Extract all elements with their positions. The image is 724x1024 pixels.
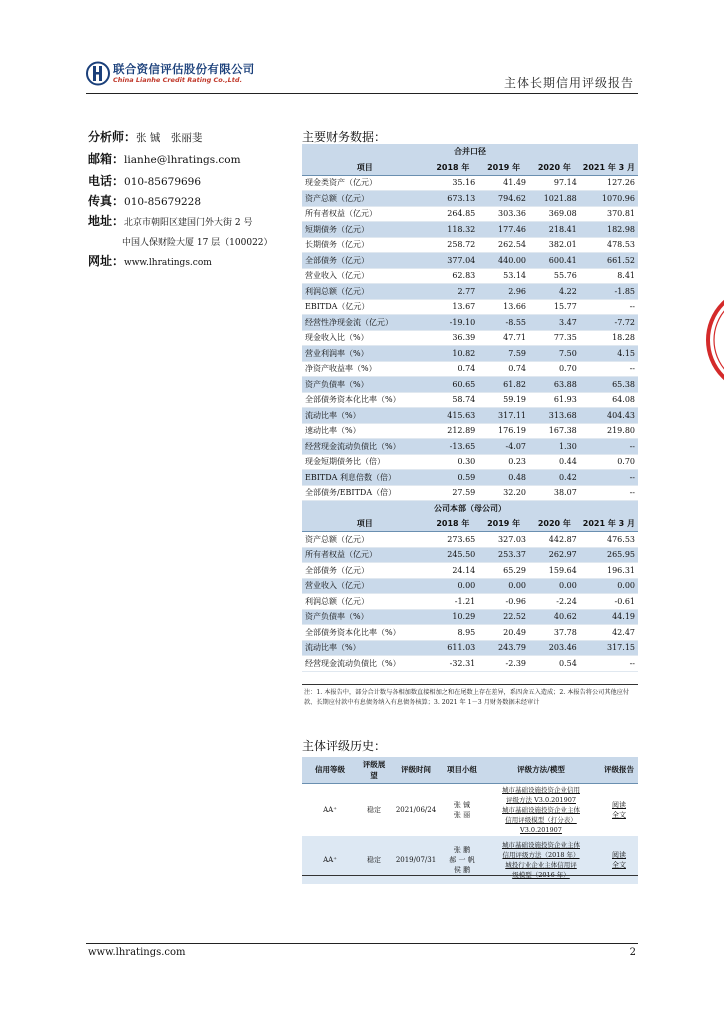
cell-value: 313.68: [529, 408, 580, 424]
rating-method-link[interactable]: 评级方法 V3.0.201907: [506, 795, 576, 804]
cell-value: 58.74: [427, 392, 478, 408]
website-row: [88, 252, 212, 269]
cell-value: 600.41: [529, 253, 580, 269]
column-header: 2018 年: [427, 160, 478, 176]
cell-value: 0.44: [529, 454, 580, 470]
row-label: 经营现金流动负债比（%）: [302, 439, 427, 455]
cell-value: --: [580, 361, 638, 377]
rating-method-link[interactable]: 城投行业企业主体信用评: [505, 860, 577, 869]
row-label: 资产总额（亿元）: [302, 191, 427, 207]
credit-grade: AA⁺: [302, 836, 358, 884]
cell-value: 212.89: [427, 423, 478, 439]
financial-note: 注：1. 本报告中，部分合计数与各相加数直接相加之和在尾数上存在差异，系四舍五入造成；2. 本报告将公司其他应付款、长期应付款中有息债务纳入有息债务核算；3. 2021 年 1－3 月财务数据未经审计: [304, 689, 630, 706]
table-block-title: 合并口径: [302, 144, 638, 160]
cell-value: -2.24: [529, 594, 580, 610]
column-header: 2018 年: [427, 516, 478, 532]
cell-value: 253.37: [478, 547, 529, 563]
rating-outlook: 稳定: [358, 783, 390, 836]
company-logo: [86, 60, 266, 90]
cell-value: 0.74: [427, 361, 478, 377]
cell-value: --: [580, 299, 638, 315]
financials-section-title: 主要财务数据：: [302, 130, 387, 144]
rating-date: 2021/06/24: [390, 783, 442, 836]
cell-value: 40.62: [529, 609, 580, 625]
cell-value: 370.81: [580, 206, 638, 222]
rating-method-link[interactable]: 信用评级模型（打分表）: [505, 815, 577, 824]
row-label: 营业收入（亿元）: [302, 578, 427, 594]
row-label: 资产总额（亿元）: [302, 532, 427, 548]
table-row: [302, 206, 638, 222]
cell-value: 262.54: [478, 237, 529, 253]
cell-value: 36.39: [427, 330, 478, 346]
row-label: EBITDA 利息倍数（倍）: [302, 470, 427, 486]
table-row: [302, 175, 638, 191]
column-header: 项目: [302, 160, 427, 176]
rating-method-links[interactable]: [482, 836, 600, 884]
column-header: 项目: [302, 516, 427, 532]
cell-value: 13.66: [478, 299, 529, 315]
lianhe-logo-icon: [86, 60, 110, 87]
table-row: [302, 253, 638, 269]
cell-value: -32.31: [427, 656, 478, 672]
table-row: [302, 361, 638, 377]
row-label: 流动比率（%）: [302, 640, 427, 656]
row-label: 利润总额（亿元）: [302, 284, 427, 300]
table-row: [302, 594, 638, 610]
cell-value: 611.03: [427, 640, 478, 656]
cell-value: 1.30: [529, 439, 580, 455]
history-column-header: 项目小组: [442, 757, 482, 783]
cell-value: -19.10: [427, 315, 478, 331]
cell-value: 118.32: [427, 222, 478, 238]
cell-value: --: [580, 470, 638, 486]
cell-value: 18.28: [580, 330, 638, 346]
cell-value: 0.54: [529, 656, 580, 672]
table-row: [302, 532, 638, 548]
address-row: [88, 212, 252, 229]
email-label: 邮箱：: [88, 152, 125, 166]
cell-value: 476.53: [580, 532, 638, 548]
credit-grade: AA⁺: [302, 783, 358, 836]
table-row: [302, 237, 638, 253]
website-label: 网址：: [88, 254, 125, 268]
fax-row: [88, 192, 201, 209]
cell-value: 0.74: [478, 361, 529, 377]
cell-value: 8.41: [580, 268, 638, 284]
table-row: [302, 377, 638, 393]
history-column-header: 评级展望: [358, 757, 390, 783]
history-column-header: 评级方法/模型: [482, 757, 600, 783]
cell-value: 0.00: [478, 578, 529, 594]
history-column-header: 评级报告: [600, 757, 638, 783]
cell-value: 0.48: [478, 470, 529, 486]
table-row: [302, 222, 638, 238]
cell-value: 0.70: [580, 454, 638, 470]
report-link-text[interactable]: 阅读: [612, 800, 626, 809]
cell-value: 63.88: [529, 377, 580, 393]
table-row: [302, 330, 638, 346]
financial-table: [302, 144, 638, 672]
cell-value: 2.77: [427, 284, 478, 300]
cell-value: 219.80: [580, 423, 638, 439]
table-header-row: [302, 160, 638, 176]
table-row: [302, 547, 638, 563]
cell-value: 415.63: [427, 408, 478, 424]
footer-website[interactable]: www.lhratings.com: [88, 947, 186, 958]
cell-value: 0.70: [529, 361, 580, 377]
table-block-title-row: [302, 501, 638, 517]
financial-table-bottom-rule: [302, 684, 638, 685]
cell-value: 47.71: [478, 330, 529, 346]
cell-value: -1.85: [580, 284, 638, 300]
cell-value: -7.72: [580, 315, 638, 331]
row-label: 全部债务资本化比率（%）: [302, 625, 427, 641]
cell-value: 0.00: [580, 578, 638, 594]
row-label: EBITDA（亿元）: [302, 299, 427, 315]
rating-history-table: [302, 757, 638, 884]
row-label: 资产负债率（%）: [302, 609, 427, 625]
cell-value: 243.79: [478, 640, 529, 656]
cell-value: -0.61: [580, 594, 638, 610]
table-row: [302, 563, 638, 579]
table-row: [302, 346, 638, 362]
table-row: [302, 656, 638, 672]
row-label: 全部债务（亿元）: [302, 563, 427, 579]
cell-value: 42.47: [580, 625, 638, 641]
row-label: 利润总额（亿元）: [302, 594, 427, 610]
column-header: 2019 年: [478, 160, 529, 176]
history-column-header: 评级时间: [390, 757, 442, 783]
row-label: 资产负债率（%）: [302, 377, 427, 393]
address-line1: 北京市朝阳区建国门外大街 2 号: [124, 218, 253, 228]
cell-value: 673.13: [427, 191, 478, 207]
cell-value: 478.53: [580, 237, 638, 253]
cell-value: 15.77: [529, 299, 580, 315]
cell-value: 404.43: [580, 408, 638, 424]
page-number: 2: [629, 947, 636, 958]
cell-value: 264.85: [427, 206, 478, 222]
column-header: 2021 年 3 月: [580, 516, 638, 532]
cell-value: -8.55: [478, 315, 529, 331]
cell-value: 245.50: [427, 547, 478, 563]
fax-label: 传真：: [88, 194, 125, 208]
row-label: 营业利润率（%）: [302, 346, 427, 362]
table-row: [302, 609, 638, 625]
rating-history-bottom-rule: [302, 875, 638, 876]
rating-method-link[interactable]: 城市基础设施投资企业主体: [502, 805, 580, 814]
cell-value: 442.87: [529, 532, 580, 548]
cell-value: 127.26: [580, 175, 638, 191]
phone-row: [88, 172, 201, 189]
analyst-label: 分析师：: [88, 130, 137, 144]
cell-value: 64.08: [580, 392, 638, 408]
cell-value: --: [580, 656, 638, 672]
cell-value: 44.19: [580, 609, 638, 625]
cell-value: 32.20: [478, 485, 529, 501]
cell-value: -4.07: [478, 439, 529, 455]
column-header: 2021 年 3 月: [580, 160, 638, 176]
cell-value: 97.14: [529, 175, 580, 191]
cell-value: 53.14: [478, 268, 529, 284]
team-member: 侯 鹏: [453, 865, 471, 874]
cell-value: 61.82: [478, 377, 529, 393]
cell-value: 303.36: [478, 206, 529, 222]
report-link-text[interactable]: 全文: [612, 810, 626, 819]
cell-value: 377.04: [427, 253, 478, 269]
table-row: [302, 299, 638, 315]
row-label: 营业收入（亿元）: [302, 268, 427, 284]
company-name-cn: 联合资信评估股份有限公司: [113, 62, 255, 76]
address-label: 地址：: [88, 214, 125, 228]
history-row: [302, 836, 638, 884]
fax-value: 010-85679228: [124, 196, 202, 208]
cell-value: 35.16: [427, 175, 478, 191]
table-row: [302, 640, 638, 656]
team-member: 张 丽: [453, 810, 471, 819]
cell-value: 794.62: [478, 191, 529, 207]
cell-value: 273.65: [427, 532, 478, 548]
table-row: [302, 485, 638, 501]
company-seal-stamp: [700, 265, 724, 415]
cell-value: 10.29: [427, 609, 478, 625]
cell-value: 7.50: [529, 346, 580, 362]
team-member: 张 铖: [453, 800, 471, 809]
table-row: [302, 315, 638, 331]
cell-value: 265.95: [580, 547, 638, 563]
cell-value: 3.47: [529, 315, 580, 331]
cell-value: -1.21: [427, 594, 478, 610]
cell-value: 0.42: [529, 470, 580, 486]
cell-value: 20.49: [478, 625, 529, 641]
cell-value: 1070.96: [580, 191, 638, 207]
cell-value: 369.08: [529, 206, 580, 222]
table-row: [302, 423, 638, 439]
table-row: [302, 191, 638, 207]
cell-value: 382.01: [529, 237, 580, 253]
table-header-row: [302, 516, 638, 532]
cell-value: 38.07: [529, 485, 580, 501]
rating-method-link[interactable]: 城市基础设施投资企业信用: [502, 785, 580, 794]
cell-value: 65.29: [478, 563, 529, 579]
cell-value: 13.67: [427, 299, 478, 315]
report-title: 主体长期信用评级报告: [503, 76, 634, 90]
read-full-report-link[interactable]: [600, 836, 638, 884]
row-label: 经营性净现金流（亿元）: [302, 315, 427, 331]
cell-value: 0.23: [478, 454, 529, 470]
column-header: 2020 年: [529, 516, 580, 532]
table-row: [302, 408, 638, 424]
cell-value: --: [580, 439, 638, 455]
cell-value: 60.65: [427, 377, 478, 393]
table-row: [302, 625, 638, 641]
report-link-text[interactable]: 全文: [612, 860, 626, 869]
cell-value: 1021.88: [529, 191, 580, 207]
company-name-en: China Lianhe Credit Rating Co.,Ltd.: [113, 76, 243, 84]
cell-value: 167.38: [529, 423, 580, 439]
footer-divider: [86, 943, 638, 944]
cell-value: 317.11: [478, 408, 529, 424]
cell-value: 61.93: [529, 392, 580, 408]
table-row: [302, 392, 638, 408]
cell-value: 62.83: [427, 268, 478, 284]
table-row: [302, 439, 638, 455]
rating-method-links[interactable]: [482, 783, 600, 836]
cell-value: 159.64: [529, 563, 580, 579]
phone-value: 010-85679696: [124, 176, 202, 188]
row-label: 速动比率（%）: [302, 423, 427, 439]
row-label: 全部债务（亿元）: [302, 253, 427, 269]
project-team: [442, 783, 482, 836]
table-row: [302, 284, 638, 300]
address-line2: 中国人保财险大厦 17 层（100022）: [122, 238, 273, 248]
table-row: [302, 454, 638, 470]
cell-value: 59.19: [478, 392, 529, 408]
rating-method-link[interactable]: 信用评级方法（2018 年）: [502, 850, 580, 859]
project-team: [442, 836, 482, 884]
cell-value: 0.00: [529, 578, 580, 594]
read-full-report-link[interactable]: [600, 783, 638, 836]
rating-method-link[interactable]: 城市基础设施投资企业主体: [502, 840, 580, 849]
cell-value: 218.41: [529, 222, 580, 238]
phone-label: 电话：: [88, 174, 125, 188]
cell-value: -0.96: [478, 594, 529, 610]
cell-value: 37.78: [529, 625, 580, 641]
email-value[interactable]: lianhe@lhratings.com: [124, 154, 241, 166]
cell-value: 203.46: [529, 640, 580, 656]
cell-value: 440.00: [478, 253, 529, 269]
row-label: 现金收入比（%）: [302, 330, 427, 346]
cell-value: 327.03: [478, 532, 529, 548]
row-label: 所有者权益（亿元）: [302, 547, 427, 563]
cell-value: 2.96: [478, 284, 529, 300]
rating-method-link[interactable]: V3.0.201907: [520, 825, 562, 834]
cell-value: 4.15: [580, 346, 638, 362]
cell-value: 262.97: [529, 547, 580, 563]
cell-value: 176.19: [478, 423, 529, 439]
history-column-header: 信用等级: [302, 757, 358, 783]
cell-value: 24.14: [427, 563, 478, 579]
cell-value: 7.59: [478, 346, 529, 362]
cell-value: --: [580, 485, 638, 501]
team-member: 郝 一 帆: [449, 855, 475, 864]
rating-history-section-title: 主体评级历史：: [302, 739, 387, 753]
cell-value: 77.35: [529, 330, 580, 346]
analyst-row: [88, 128, 202, 145]
cell-value: 41.49: [478, 175, 529, 191]
column-header: 2019 年: [478, 516, 529, 532]
history-header-row: [302, 757, 638, 783]
table-block-title: 公司本部（母公司）: [302, 501, 638, 517]
website-value[interactable]: www.lhratings.com: [124, 258, 212, 268]
row-label: 经营现金流动负债比（%）: [302, 656, 427, 672]
email-row: [88, 150, 241, 167]
row-label: 净资产收益率（%）: [302, 361, 427, 377]
rating-outlook: 稳定: [358, 836, 390, 884]
rating-date: 2019/07/31: [390, 836, 442, 884]
row-label: 所有者权益（亿元）: [302, 206, 427, 222]
table-block-title-row: [302, 144, 638, 160]
cell-value: 258.72: [427, 237, 478, 253]
table-row: [302, 470, 638, 486]
cell-value: 0.59: [427, 470, 478, 486]
cell-value: -13.65: [427, 439, 478, 455]
address-row2: [122, 234, 273, 248]
row-label: 全部债务/EBITDA（倍）: [302, 485, 427, 501]
cell-value: 317.15: [580, 640, 638, 656]
cell-value: 65.38: [580, 377, 638, 393]
cell-value: 182.98: [580, 222, 638, 238]
cell-value: 8.95: [427, 625, 478, 641]
cell-value: -2.39: [478, 656, 529, 672]
row-label: 长期债务（亿元）: [302, 237, 427, 253]
table-row: [302, 578, 638, 594]
rating-method-link[interactable]: 级模型（2016 年）: [512, 870, 570, 879]
header-divider: [86, 93, 638, 94]
report-link-text[interactable]: 阅读: [612, 850, 626, 859]
cell-value: 22.52: [478, 609, 529, 625]
cell-value: 4.22: [529, 284, 580, 300]
row-label: 短期债务（亿元）: [302, 222, 427, 238]
cell-value: 27.59: [427, 485, 478, 501]
history-row: [302, 783, 638, 836]
cell-value: 0.30: [427, 454, 478, 470]
analyst-value: 张 铖 张丽斐: [136, 132, 203, 144]
row-label: 全部债务资本化比率（%）: [302, 392, 427, 408]
team-member: 张 鹏: [453, 845, 471, 854]
cell-value: 177.46: [478, 222, 529, 238]
cell-value: 10.82: [427, 346, 478, 362]
table-row: [302, 268, 638, 284]
column-header: 2020 年: [529, 160, 580, 176]
cell-value: 196.31: [580, 563, 638, 579]
row-label: 现金类资产（亿元）: [302, 175, 427, 191]
cell-value: 55.76: [529, 268, 580, 284]
cell-value: 0.00: [427, 578, 478, 594]
row-label: 流动比率（%）: [302, 408, 427, 424]
row-label: 现金短期债务比（倍）: [302, 454, 427, 470]
cell-value: 661.52: [580, 253, 638, 269]
